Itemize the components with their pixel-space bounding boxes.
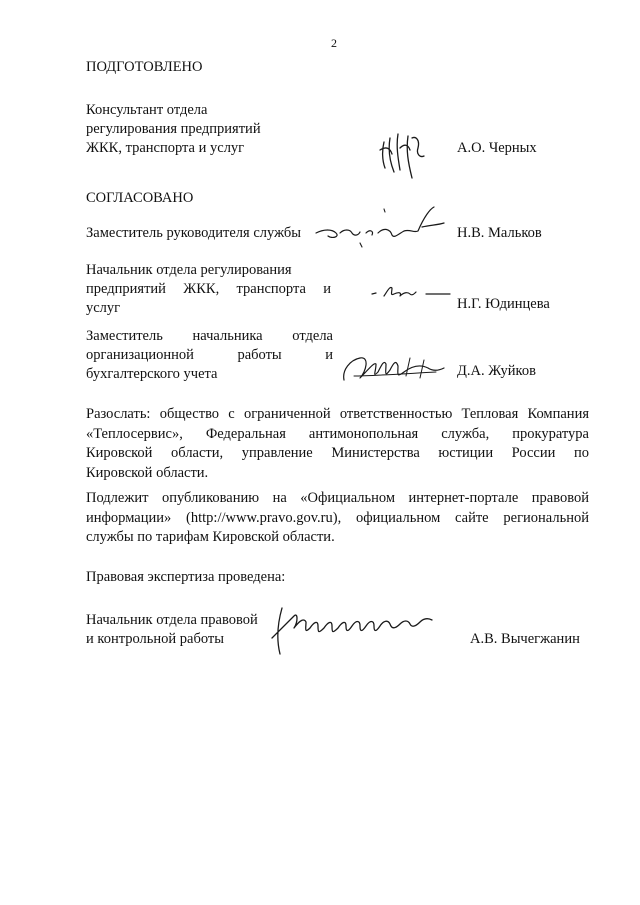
- distribution-paragraph: [86, 405, 589, 483]
- legal-review-position-line: и контрольной работы: [86, 631, 224, 647]
- page-number: 2: [331, 36, 337, 50]
- publication-line: Подлежит опубликованию на «Официальном интернет-портале правовой: [86, 490, 589, 506]
- signature-malkov: [314, 203, 454, 251]
- signer-position-line: предприятий ЖКК, транспорта и: [86, 281, 331, 297]
- signer-position-line: бухгалтерского учета: [86, 366, 218, 382]
- signer-position-line: Заместитель начальника отдела: [86, 328, 333, 344]
- prepared-position-line: регулирования предприятий: [86, 121, 261, 137]
- signature-vychegzhanin: [268, 598, 448, 662]
- agreed-heading: СОГЛАСОВАНО: [86, 190, 194, 206]
- prepared-heading: ПОДГОТОВЛЕНО: [86, 59, 203, 75]
- publication-line: службы по тарифам Кировской области.: [86, 529, 335, 545]
- signature-yudintseva: [370, 280, 454, 306]
- signer-name: Н.Г. Юдинцева: [457, 296, 550, 312]
- signer-position-line: организационной работы и: [86, 347, 333, 363]
- legal-review-name: А.В. Вычегжанин: [470, 631, 580, 647]
- signer-position-line: Заместитель руководителя службы: [86, 225, 302, 241]
- prepared-name: А.О. Черных: [457, 140, 537, 156]
- signature-zhuykov: [340, 346, 450, 386]
- signer-position-line: Начальник отдела регулирования: [86, 262, 292, 278]
- legal-review-position-line: Начальник отдела правовой: [86, 612, 258, 628]
- signature-chernykh: [376, 128, 436, 184]
- prepared-position-line: ЖКК, транспорта и услуг: [86, 140, 245, 156]
- distribution-line: Разослать: общество с ограниченной ответственностью Тепловая Компания: [86, 406, 589, 422]
- distribution-line: Кировской области, управление Министерства юстиции России по: [86, 445, 589, 461]
- distribution-line: «Теплосервис», Федеральная антимонопольная служба, прокуратура: [86, 425, 589, 442]
- signer-position-line: услуг: [86, 300, 121, 316]
- signer-name: Д.А. Жуйков: [457, 363, 536, 379]
- publication-line: информации» (http://www.pravo.gov.ru), официальном сайте региональной: [86, 509, 589, 526]
- distribution-line: Кировской области.: [86, 464, 209, 481]
- signer-name: Н.В. Мальков: [457, 225, 542, 241]
- prepared-position-line: Консультант отдела: [86, 102, 208, 118]
- legal-review-statement: Правовая экспертиза проведена:: [86, 569, 286, 585]
- publication-paragraph: [86, 489, 589, 548]
